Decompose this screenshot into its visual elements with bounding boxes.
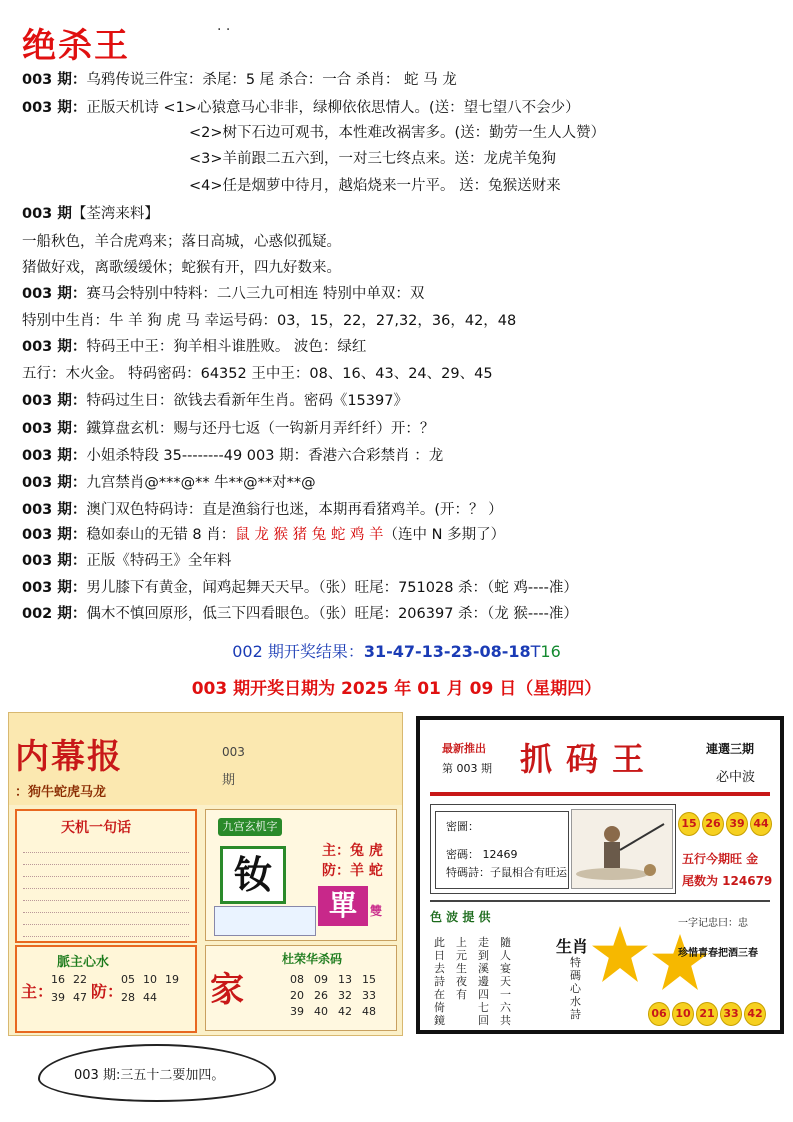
number-ball: 10	[672, 1002, 694, 1026]
prediction-line	[22, 446, 443, 466]
right-poster-new: 最新推出	[442, 742, 486, 755]
line-text: 特码王中王：狗羊相斗谁胜败。 波色：绿红	[86, 339, 367, 355]
line-suffix: （连中 N 多期了）	[383, 527, 506, 543]
left-poster-issue-unit: 期	[222, 773, 236, 788]
secret-image-label: 密圖：	[446, 820, 479, 833]
secret-code: 密碼： 12469	[446, 848, 518, 861]
xinshui-num: 19	[165, 973, 179, 986]
prediction-line	[189, 176, 561, 196]
grid-image	[214, 906, 316, 936]
draw-date: 003 期开奖日期为 2025 年 01 月 09 日（星期四）	[191, 679, 602, 699]
period-prefix: 003 期：	[22, 448, 87, 464]
line-text: 五行：木火金。 特码密码：64352 王中王：08、16、43、24、29、45	[22, 366, 493, 382]
number-ball: 15	[678, 812, 700, 836]
jiugong-char: 钕	[220, 846, 286, 904]
kill-code: 39	[290, 1005, 304, 1018]
tianji-rows	[23, 843, 189, 939]
xinshui-num: 10	[143, 973, 157, 986]
prediction-line	[22, 284, 424, 304]
motto-1: 一字记忠曰：忠	[678, 918, 748, 929]
xinshui-title: 脈主心水	[57, 955, 110, 970]
kill-code: 33	[362, 989, 376, 1002]
xinshui-box	[15, 945, 197, 1033]
line-text: <4>任是烟萝中待月，越焰烧来一片平。 送：兔猴送财来	[189, 178, 561, 194]
period-prefix: 003 期：	[22, 286, 87, 302]
kill-code: 32	[338, 989, 352, 1002]
number-ball: 42	[744, 1002, 766, 1026]
prediction-line	[22, 337, 366, 357]
line-text: 男儿膝下有黄金，闻鸡起舞天天早。（张）旺尾：751028 杀：（蛇 鸡----准）	[86, 580, 578, 596]
line-text: 九宫禁肖@***@** 牛**@**对**@	[86, 475, 316, 491]
bottom-balls	[648, 1002, 768, 1026]
xinshui-main-label: 主：	[21, 982, 54, 1001]
left-poster-neimubao	[8, 712, 403, 1036]
xinshui-num: 44	[143, 991, 157, 1004]
period-prefix: 003 期：	[22, 339, 87, 355]
right-poster-slogan-2: 必中波	[716, 770, 756, 785]
xinshui-num: 28	[121, 991, 135, 1004]
prediction-line	[22, 525, 505, 545]
shuang-badge: 雙	[370, 904, 383, 918]
number-ball: 26	[702, 812, 724, 836]
prediction-line	[22, 500, 503, 520]
line-highlight: 鼠 龙 猴 猪 兔 蛇 鸡 羊	[235, 527, 384, 543]
kill-code: 13	[338, 973, 352, 986]
period-prefix: 003 期：	[22, 475, 87, 491]
line-text: 一船秋色，羊合虎鸡来；落日高城，心惑似孤疑。	[22, 234, 341, 250]
period-prefix: 003 期：	[22, 72, 87, 88]
xinshui-num: 39	[51, 991, 65, 1004]
prediction-line	[22, 578, 578, 598]
line-text: 小姐杀特段 35--------49 003 期：香港六合彩禁肖 ：龙	[86, 448, 444, 464]
number-ball: 06	[648, 1002, 670, 1026]
divider	[430, 900, 770, 902]
cloud-text: 003 期:三五十二要加四。	[74, 1068, 225, 1083]
star-burst-icon	[592, 926, 648, 982]
kill-box-char: 家	[210, 970, 244, 1010]
motto-2: 珍惜青春把酒三春	[678, 948, 758, 959]
right-poster-slogan-1: 連選三期	[706, 742, 755, 756]
kill-code: 40	[314, 1005, 328, 1018]
kill-box-title: 杜荣华杀码	[282, 952, 343, 966]
prediction-line	[22, 204, 159, 224]
draw-tail-t: T	[530, 642, 541, 661]
line-text: 【荃湾来料】	[71, 206, 159, 222]
star-burst-icon	[652, 934, 708, 990]
decor-dots: · ·	[217, 22, 231, 38]
prediction-line	[22, 258, 341, 278]
right-poster-name: 抓码王	[520, 740, 659, 778]
draw-numbers: 31-47-13-23-08-18	[363, 642, 531, 661]
draw-label: 002 期开奖结果：	[232, 642, 364, 661]
kill-code: 26	[314, 989, 328, 1002]
line-text: 稳如泰山的无错 8 肖：	[86, 527, 236, 543]
line-text: 鐵算盘玄机：赐与还丹七返（一钩新月弄纤纤）开：？	[86, 421, 435, 437]
period-prefix: 003 期：	[22, 553, 87, 569]
period-prefix: 003 期：	[22, 100, 87, 116]
vertical-text: 走到溪邊四七回	[478, 936, 489, 1027]
prediction-line	[22, 473, 316, 493]
speech-cloud	[38, 1044, 276, 1102]
top-balls	[678, 812, 774, 836]
jiugong-box	[205, 809, 397, 941]
period-prefix: 003 期：	[22, 527, 87, 543]
number-ball: 21	[696, 1002, 718, 1026]
secret-panel	[430, 804, 676, 894]
line-text: 正版《特码王》全年料	[86, 553, 232, 569]
prediction-line	[22, 391, 408, 411]
period-prefix: 003 期：	[22, 421, 87, 437]
xinshui-num: 47	[73, 991, 87, 1004]
fang-zodiac: 防：羊 蛇	[322, 863, 383, 879]
prediction-line	[22, 311, 516, 331]
prediction-line	[22, 232, 341, 252]
number-ball: 39	[726, 812, 748, 836]
right-poster-zhuamawang	[416, 716, 784, 1034]
prediction-line	[189, 123, 605, 143]
dan-badge: 單	[318, 886, 368, 926]
zhu-zodiac: 主：兔 虎	[322, 843, 383, 859]
tianji-box	[15, 809, 197, 943]
line-text: 偶木不慎回原形，低三下四看眼色。（张）旺尾：206397 杀：（龙 猴----准）	[86, 606, 578, 622]
divider	[430, 792, 770, 796]
xinshui-num: 05	[121, 973, 135, 986]
prediction-line	[22, 70, 457, 90]
line-text: 乌鸦传说三件宝：杀尾：5 尾 杀合：一合 杀肖： 蛇 马 龙	[86, 72, 457, 88]
fisherman-illustration	[571, 809, 673, 889]
line-text: 正版天机诗 <1>心猿意马心非非，绿柳依依思情人。(送：望七望八不会少）	[86, 100, 580, 116]
vertical-text: 上元生夜有	[456, 936, 467, 1001]
left-poster-name: 内幕报	[15, 737, 123, 777]
line-text: <3>羊前跟二五六到，一对三七终点来。送：龙虎羊兔狗	[189, 151, 557, 167]
kill-code: 48	[362, 1005, 376, 1018]
prediction-line	[22, 364, 493, 384]
kill-code: 20	[290, 989, 304, 1002]
prediction-line	[22, 604, 578, 624]
line-text: 特别中生肖：牛 羊 狗 虎 马 幸运号码：03，15，22，27,32，36，42，48	[22, 313, 517, 329]
vertical-text: 特碼心水詩	[570, 956, 581, 1021]
left-poster-header	[9, 713, 402, 805]
kill-code-box	[205, 945, 397, 1031]
draw-tail-number: 16	[540, 642, 561, 661]
kill-code: 09	[314, 973, 328, 986]
kill-code: 15	[362, 973, 376, 986]
left-poster-issue: 003	[222, 745, 245, 759]
kill-code-grid	[290, 972, 386, 1020]
jiugong-tag: 九宫玄机字	[218, 818, 282, 836]
xinshui-num: 22	[73, 973, 87, 986]
xinshui-num: 16	[51, 973, 65, 986]
right-poster-issue: 第 003 期	[442, 762, 492, 775]
vertical-text: 隨人宴天一六共	[500, 936, 511, 1027]
five-element-line: 五行今期旺 金	[682, 852, 759, 866]
tianji-title: 天机一句话	[61, 820, 131, 836]
left-poster-zodiac: ：狗牛蛇虎马龙	[15, 785, 107, 800]
number-ball: 44	[750, 812, 772, 836]
vertical-text: 此日去詩在倚鏡	[434, 936, 445, 1027]
secret-poem: 特碼詩：子鼠相合有旺运	[446, 866, 567, 879]
prediction-line	[22, 551, 231, 571]
line-text: 赛马会特别中特料：二八三九可相连 特别中单双：双	[86, 286, 425, 302]
color-section-title: 色 波 提 供	[430, 910, 491, 924]
tail-number-line: 尾数为 124679	[682, 874, 773, 888]
xinshui-guard-label: 防：	[91, 982, 124, 1001]
period-prefix: 003 期	[22, 206, 72, 222]
draw-result	[0, 639, 793, 662]
prediction-line	[22, 419, 434, 439]
line-text: 澳门双色特码诗：直是渔翁行也迷，本期再看猪鸡羊。(开：？ ）	[86, 502, 503, 518]
prediction-line	[189, 149, 556, 169]
period-prefix: 003 期：	[22, 580, 87, 596]
period-prefix: 003 期：	[22, 393, 87, 409]
line-text: <2>树下石边可观书，本性难改祸害多。(送：勤劳一生人人赞）	[189, 125, 606, 141]
period-prefix: 003 期：	[22, 502, 87, 518]
shengxiao-label: 生肖	[556, 937, 589, 956]
kill-code: 42	[338, 1005, 352, 1018]
prediction-line	[22, 98, 580, 118]
line-text: 特码过生日：欲钱去看新年生肖。密码《15397》	[86, 393, 408, 409]
period-prefix: 002 期：	[22, 606, 87, 622]
line-text: 猪做好戏，离歌缓缓休；蛇猴有开，四九好数来。	[22, 260, 341, 276]
kill-code: 08	[290, 973, 304, 986]
page-title: 绝杀王	[22, 26, 130, 66]
number-ball: 33	[720, 1002, 742, 1026]
secret-panel-text	[435, 811, 569, 889]
